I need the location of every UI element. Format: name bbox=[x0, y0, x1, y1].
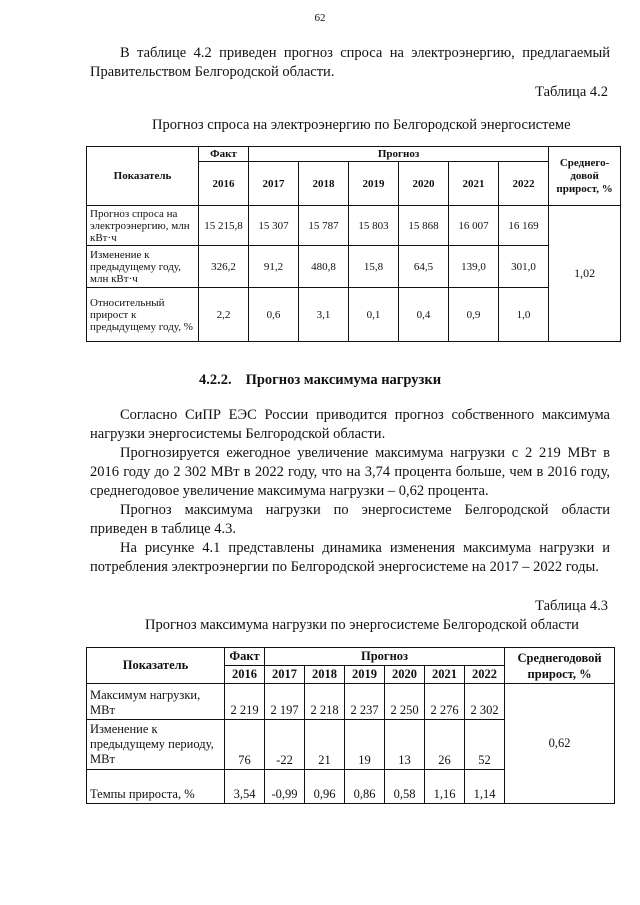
cell: 13 bbox=[385, 720, 425, 770]
t43-header-average-growth: Среднегодовой прирост, % bbox=[505, 648, 615, 684]
table-row bbox=[87, 246, 621, 288]
t43-average-growth-value: 0,62 bbox=[505, 684, 615, 804]
cell: 2 302 bbox=[465, 684, 505, 720]
t42-year: 2017 bbox=[249, 162, 299, 206]
table-row bbox=[87, 206, 621, 246]
row-label: Изменение к предыдущему периоду, МВт bbox=[87, 720, 225, 770]
row-label: Темпы прироста, % bbox=[87, 770, 225, 804]
table-4-2-caption: Прогноз спроса на электроэнергию по Белгородской энергосистеме bbox=[152, 117, 571, 133]
t43-year: 2018 bbox=[305, 666, 345, 684]
t42-header-average-growth: Среднего-довой прирост, % bbox=[549, 147, 621, 206]
page-number: 62 bbox=[314, 12, 326, 24]
cell: 0,58 bbox=[385, 770, 425, 804]
row-label: Максимум нагрузки, МВт bbox=[87, 684, 225, 720]
cell: 0,9 bbox=[449, 288, 499, 342]
cell: 480,8 bbox=[299, 246, 349, 288]
section-heading bbox=[0, 372, 640, 389]
table-4-3 bbox=[86, 647, 615, 804]
cell: 16 169 bbox=[499, 206, 549, 246]
cell: 91,2 bbox=[249, 246, 299, 288]
t43-year: 2019 bbox=[345, 666, 385, 684]
cell: 0,1 bbox=[349, 288, 399, 342]
t42-header-fact: Факт bbox=[199, 147, 249, 162]
cell: 2,2 bbox=[199, 288, 249, 342]
cell: 15 307 bbox=[249, 206, 299, 246]
intro-paragraph: В таблице 4.2 приведен прогноз спроса на электроэнергию, предлагаемый Правительством Белгородской области. bbox=[90, 45, 610, 80]
cell: 1,0 bbox=[499, 288, 549, 342]
cell: 0,96 bbox=[305, 770, 345, 804]
t43-header-forecast: Прогноз bbox=[265, 648, 505, 666]
row-label: Изменение к предыдущему году, млн кВт·ч bbox=[87, 246, 199, 288]
cell: 15,8 bbox=[349, 246, 399, 288]
table-4-2-label: Таблица 4.2 bbox=[535, 84, 608, 100]
cell: 326,2 bbox=[199, 246, 249, 288]
body-paragraph-1: Согласно СиПР ЕЭС России приводится прогноз собственного максимума нагрузки энергосистемы Белгородской области. bbox=[90, 407, 610, 442]
cell: 15 803 bbox=[349, 206, 399, 246]
t42-year: 2018 bbox=[299, 162, 349, 206]
t43-header-indicator: Показатель bbox=[87, 648, 225, 684]
cell: 2 218 bbox=[305, 684, 345, 720]
cell: 2 250 bbox=[385, 684, 425, 720]
t42-header-forecast: Прогноз bbox=[249, 147, 549, 162]
body-paragraph-4: На рисунке 4.1 представлены динамика изменения максимума нагрузки и потребления электроэнергии по Белгородской энергосистеме на 2017 – 2022 годы. bbox=[90, 540, 610, 575]
body-paragraph-3: Прогноз максимума нагрузки по энергосистеме Белгородской области приведен в таблице 4.3. bbox=[90, 502, 610, 537]
t42-average-growth-value: 1,02 bbox=[549, 206, 621, 342]
cell: -22 bbox=[265, 720, 305, 770]
table-4-2 bbox=[86, 146, 621, 342]
cell: 2 237 bbox=[345, 684, 385, 720]
t42-year: 2020 bbox=[399, 162, 449, 206]
cell: 19 bbox=[345, 720, 385, 770]
cell: 21 bbox=[305, 720, 345, 770]
body-paragraph-2: Прогнозируется ежегодное увеличение максимума нагрузки с 2 219 МВт в 2016 году до 2 302 МВт в 2022 году, что на 3,74 процента больше, чем в 2016 году, среднегодовое увеличение максимума нагрузки – 0,62 процента. bbox=[90, 445, 610, 499]
t43-header-fact: Факт bbox=[225, 648, 265, 666]
section-title: Прогноз максимума нагрузки bbox=[245, 372, 442, 388]
t43-year: 2021 bbox=[425, 666, 465, 684]
cell: 15 215,8 bbox=[199, 206, 249, 246]
t42-year: 2022 bbox=[499, 162, 549, 206]
cell: 2 219 bbox=[225, 684, 265, 720]
t42-year: 2016 bbox=[199, 162, 249, 206]
cell: 301,0 bbox=[499, 246, 549, 288]
t43-year: 2020 bbox=[385, 666, 425, 684]
cell: 15 787 bbox=[299, 206, 349, 246]
cell: 26 bbox=[425, 720, 465, 770]
row-label: Относительный прирост к предыдущему году, % bbox=[87, 288, 199, 342]
cell: 0,86 bbox=[345, 770, 385, 804]
table-row bbox=[87, 684, 615, 720]
cell: 2 197 bbox=[265, 684, 305, 720]
cell: 3,54 bbox=[225, 770, 265, 804]
cell: -0,99 bbox=[265, 770, 305, 804]
table-4-3-caption: Прогноз максимума нагрузки по энергосистеме Белгородской области bbox=[145, 617, 579, 633]
cell: 1,16 bbox=[425, 770, 465, 804]
row-label: Прогноз спроса на электроэнергию, млн кВт·ч bbox=[87, 206, 199, 246]
cell: 52 bbox=[465, 720, 505, 770]
t43-year: 2022 bbox=[465, 666, 505, 684]
cell: 16 007 bbox=[449, 206, 499, 246]
cell: 76 bbox=[225, 720, 265, 770]
section-number: 4.2.2. bbox=[198, 372, 232, 388]
cell: 3,1 bbox=[299, 288, 349, 342]
cell: 1,14 bbox=[465, 770, 505, 804]
cell: 2 276 bbox=[425, 684, 465, 720]
table-4-3-label: Таблица 4.3 bbox=[535, 598, 608, 614]
table-row bbox=[87, 288, 621, 342]
t43-year: 2017 bbox=[265, 666, 305, 684]
cell: 0,6 bbox=[249, 288, 299, 342]
t42-year: 2019 bbox=[349, 162, 399, 206]
t43-year: 2016 bbox=[225, 666, 265, 684]
cell: 64,5 bbox=[399, 246, 449, 288]
t42-header-indicator: Показатель bbox=[87, 147, 199, 206]
cell: 139,0 bbox=[449, 246, 499, 288]
cell: 15 868 bbox=[399, 206, 449, 246]
t42-year: 2021 bbox=[449, 162, 499, 206]
cell: 0,4 bbox=[399, 288, 449, 342]
